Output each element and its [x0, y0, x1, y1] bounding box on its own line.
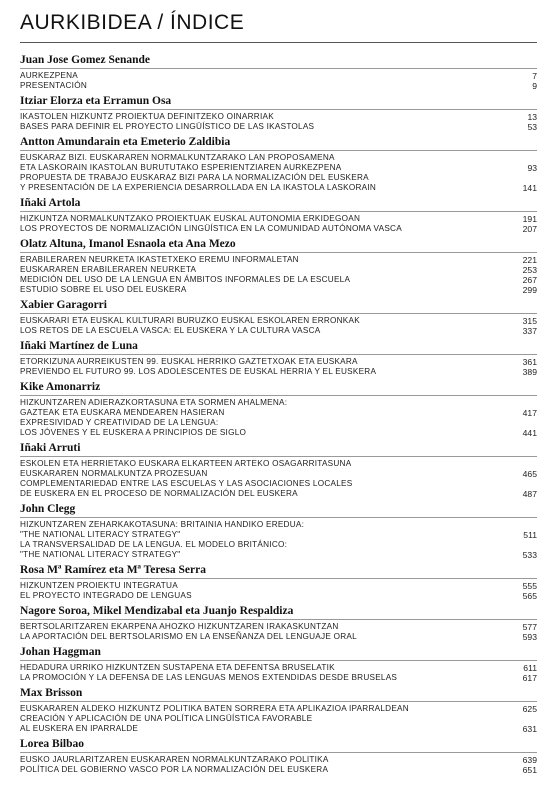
author-name: Antton Amundarain eta Emeterio Zaldibia — [20, 135, 537, 151]
entry-title — [20, 479, 352, 499]
entry-title — [20, 755, 329, 765]
page-number: 389 — [522, 367, 537, 377]
author-name: Olatz Altuna, Imanol Esnaola eta Ana Mezo — [20, 237, 537, 253]
entry-title-line: HIZKUNTZAREN ADIERAZKORTASUNA ETA SORMEN AHALMENA: — [20, 398, 288, 407]
entry-title-line: EL PROYECTO INTEGRADO DE LENGUAS — [20, 591, 192, 600]
page-number: 487 — [522, 489, 537, 499]
entry-title-line: HIZKUNTZA NORMALKUNTZAKO PROIEKTUAK EUSKAL AUTONOMIA ERKIDEGOAN — [20, 214, 361, 223]
entry-title-line: BASES PARA DEFINIR EL PROYECTO LINGÜÍSTICO DE LAS IKASTOLAS — [20, 122, 315, 131]
entry-title-line: DE EUSKERA EN EL PROCESO DE NORMALIZACIÓN DEL EUSKERA — [20, 489, 298, 498]
toc-entry[interactable] — [20, 673, 537, 683]
page-number: 565 — [522, 591, 537, 601]
toc-entry[interactable] — [20, 173, 537, 193]
entry-title-line: LOS PROYECTOS DE NORMALIZACIÓN LINGÜÍSTICA EN LA COMUNIDAD AUTÓNOMA VASCA — [20, 224, 402, 233]
toc-section — [20, 604, 537, 642]
toc-list — [20, 53, 537, 775]
entry-title — [20, 122, 314, 132]
entry-title-line: ESKOLEN ETA HERRIETAKO EUSKARA ELKARTEEN ARTEKO OSAGARRITASUNA — [20, 459, 352, 468]
entry-title — [20, 540, 287, 560]
toc-entry[interactable] — [20, 459, 537, 479]
toc-section — [20, 196, 537, 234]
page-title: AURKIBIDEA / ÍNDICE — [20, 11, 245, 34]
toc-entry[interactable] — [20, 224, 537, 234]
entry-title — [20, 459, 351, 479]
toc-entry[interactable] — [20, 153, 537, 173]
page-number: 93 — [527, 163, 537, 173]
author-name: Xabier Garagorri — [20, 298, 537, 314]
entry-title — [20, 285, 187, 295]
toc-section — [20, 339, 537, 377]
toc-entry[interactable] — [20, 122, 537, 132]
page-number: 639 — [522, 755, 537, 765]
entry-title-line: LOS RETOS DE LA ESCUELA VASCA: EL EUSKERA Y LA CULTURA VASCA — [20, 326, 321, 335]
author-name: John Clegg — [20, 502, 537, 518]
entry-title-line: LA PROMOCIÓN Y LA DEFENSA DE LAS LENGUAS MENOS EXTENDIDAS DESDE BRUSELAS — [20, 673, 398, 682]
entry-title — [20, 622, 339, 632]
entry-title — [20, 71, 78, 81]
entry-title-line: EUSKARARI ETA EUSKAL KULTURARI BURUZKO EUSKAL ESKOLAREN ERRONKAK — [20, 316, 360, 325]
toc-entry[interactable] — [20, 112, 537, 122]
page-number: 13 — [527, 112, 537, 122]
entry-title-line: AL EUSKERA EN IPARRALDE — [20, 724, 139, 733]
entry-title-line: EUSKARAZ BIZI. EUSKARAREN NORMALKUNTZARAKO LAN PROPOSAMENA — [20, 153, 335, 162]
entry-title — [20, 367, 376, 377]
entry-title-line: EUSKARAREN NORMALKUNTZA PROZESUAN — [20, 469, 208, 478]
page-number: 631 — [522, 724, 537, 734]
author-name: Kike Amonarriz — [20, 380, 537, 396]
entry-title — [20, 673, 397, 683]
entry-title-line: "THE NATIONAL LITERACY STRATEGY" — [20, 550, 181, 559]
toc-section — [20, 686, 537, 734]
entry-title — [20, 398, 287, 418]
toc-entry[interactable] — [20, 275, 537, 285]
toc-entry[interactable] — [20, 765, 537, 775]
page-number: 555 — [522, 581, 537, 591]
entry-title — [20, 112, 274, 122]
page-number: 299 — [522, 285, 537, 295]
toc-entry[interactable] — [20, 581, 537, 591]
entry-title-line: PROPUESTA DE TRABAJO EUSKARAZ BIZI PARA LA NORMALIZACIÓN DEL EUSKERA — [20, 173, 369, 182]
entry-title — [20, 520, 304, 540]
page-number: 511 — [523, 530, 537, 540]
entry-title-line: LA APORTACIÓN DEL BERTSOLARISMO EN LA ENSEÑANZA DEL LENGUAJE ORAL — [20, 632, 357, 641]
entry-title — [20, 316, 360, 326]
entry-title-line: ETA LASKORAIN IKASTOLAN BURUTUTAKO ESPERIENTZIAREN AURKEZPENA — [20, 163, 342, 172]
author-name: Iñaki Artola — [20, 196, 537, 212]
toc-entry[interactable] — [20, 663, 537, 673]
page-number: 361 — [522, 357, 537, 367]
toc-section — [20, 380, 537, 438]
toc-section — [20, 737, 537, 775]
toc-entry[interactable] — [20, 418, 537, 438]
toc-section — [20, 563, 537, 601]
entry-title-line: "THE NATIONAL LITERACY STRATEGY" — [20, 530, 181, 539]
toc-section — [20, 502, 537, 560]
author-name: Lorea Bilbao — [20, 737, 537, 753]
page-number: 141 — [522, 183, 537, 193]
entry-title-line: ETORKIZUNA AURREIKUSTEN 99. EUSKAL HERRIKO GAZTETXOAK ETA EUSKARA — [20, 357, 358, 366]
toc-section — [20, 645, 537, 683]
author-name: Iñaki Martínez de Luna — [20, 339, 537, 355]
toc-entry[interactable] — [20, 367, 537, 377]
entry-title — [20, 418, 246, 438]
entry-title-line: EUSKARAREN ERABILERAREN NEURKETA — [20, 265, 197, 274]
entry-title-line: MEDICIÓN DEL USO DE LA LENGUA EN ÁMBITOS INFORMALES DE LA ESCUELA — [20, 275, 351, 284]
toc-entry[interactable] — [20, 316, 537, 326]
entry-title-line: ESTUDIO SOBRE EL USO DEL EUSKERA — [20, 285, 187, 294]
entry-title-line: LOS JÓVENES Y EL EUSKERA A PRINCIPIOS DE SIGLO — [20, 428, 247, 437]
toc-entry[interactable] — [20, 265, 537, 275]
page-number: 617 — [522, 673, 537, 683]
page-number: 651 — [522, 765, 537, 775]
toc-entry[interactable] — [20, 632, 537, 642]
entry-title-line: COMPLEMENTARIEDAD ENTRE LAS ESCUELAS Y LAS ASOCIACIONES LOCALES — [20, 479, 353, 488]
entry-title — [20, 214, 360, 224]
author-name: Rosa Mª Ramírez eta Mª Teresa Serra — [20, 563, 537, 579]
entry-title-line: CREACIÓN Y APLICACIÓN DE UNA POLÍTICA LINGÜÍSTICA FAVORABLE — [20, 714, 313, 723]
page-number: 267 — [522, 275, 537, 285]
entry-title-line: EUSKARAREN ALDEKO HIZKUNTZ POLITIKA BATEN SORRERA ETA APLIKAZIOA IPARRALDEAN — [20, 704, 409, 713]
entry-title-line: EXPRESIVIDAD Y CREATIVIDAD DE LA LENGUA: — [20, 418, 219, 427]
entry-title-line: EUSKO JAURLARITZAREN EUSKARAREN NORMALKUNTZARAKO POLITIKA — [20, 755, 329, 764]
entry-title — [20, 224, 402, 234]
toc-entry[interactable] — [20, 81, 537, 91]
page-number: 53 — [527, 122, 537, 132]
entry-title — [20, 326, 320, 336]
toc-section — [20, 53, 537, 91]
author-name: Iñaki Arruti — [20, 441, 537, 457]
entry-title — [20, 255, 299, 265]
entry-title-line: Y PRESENTACIÓN DE LA EXPERIENCIA DESARROLLADA EN LA IKASTOLA LASKORAIN — [20, 183, 377, 192]
page-number: 593 — [522, 632, 537, 642]
page-number: 9 — [532, 81, 537, 91]
entry-title-line: LA TRANSVERSALIDAD DE LA LENGUA. EL MODELO BRITÁNICO: — [20, 540, 288, 549]
toc-section — [20, 135, 537, 193]
entry-title — [20, 632, 357, 642]
toc-entry[interactable] — [20, 398, 537, 418]
entry-title-line: PREVIENDO EL FUTURO 99. LOS ADOLESCENTES DE EUSKAL HERRIA Y EL EUSKERA — [20, 367, 377, 376]
entry-title-line: HIZKUNTZAREN ZEHARKAKOTASUNA: BRITAINIA HANDIKO EREDUA: — [20, 520, 305, 529]
page-number: 7 — [532, 71, 537, 81]
entry-title-line: ERABILERAREN NEURKETA IKASTETXEKO EREMU INFORMALETAN — [20, 255, 299, 264]
page-number: 611 — [523, 663, 537, 673]
page-number: 221 — [522, 255, 537, 265]
toc-entry[interactable] — [20, 714, 537, 734]
toc-entry[interactable] — [20, 357, 537, 367]
entry-title — [20, 153, 341, 173]
entry-title — [20, 81, 87, 91]
entry-title — [20, 765, 328, 775]
toc-entry[interactable] — [20, 704, 537, 714]
page-number: 417 — [522, 408, 537, 418]
toc-entry[interactable] — [20, 591, 537, 601]
page-number: 207 — [522, 224, 537, 234]
entry-title — [20, 591, 192, 601]
page-number: 625 — [522, 704, 537, 714]
page-number: 465 — [522, 469, 537, 479]
entry-title — [20, 663, 335, 673]
page-number: 577 — [522, 622, 537, 632]
entry-title-line: HIZKUNTZEN PROIEKTU INTEGRATUA — [20, 581, 178, 590]
page-number: 315 — [522, 316, 537, 326]
page-number: 253 — [522, 265, 537, 275]
page-number: 191 — [522, 214, 537, 224]
entry-title — [20, 173, 376, 193]
toc-section — [20, 94, 537, 132]
entry-title-line: HEDADURA URRIKO HIZKUNTZEN SUSTAPENA ETA DEFENTSA BRUSELATIK — [20, 663, 335, 672]
entry-title — [20, 275, 350, 285]
title-rule — [20, 42, 537, 43]
entry-title-line: GAZTEAK ETA EUSKARA MENDEAREN HASIERAN — [20, 408, 225, 417]
author-name: Max Brisson — [20, 686, 537, 702]
toc-entry[interactable] — [20, 255, 537, 265]
page-number: 441 — [522, 428, 537, 438]
entry-title — [20, 357, 358, 367]
toc-entry[interactable] — [20, 326, 537, 336]
entry-title — [20, 581, 178, 591]
entry-title-line: BERTSOLARITZAREN EKARPENA AHOZKO HIZKUNTZAREN IRAKASKUNTZAN — [20, 622, 339, 631]
toc-section — [20, 441, 537, 499]
toc-section — [20, 298, 537, 336]
toc-entry[interactable] — [20, 71, 537, 81]
page-number: 533 — [522, 550, 537, 560]
toc-entry[interactable] — [20, 479, 537, 499]
toc-entry[interactable] — [20, 755, 537, 765]
toc-entry[interactable] — [20, 214, 537, 224]
toc-entry[interactable] — [20, 520, 537, 540]
page-number: 337 — [522, 326, 537, 336]
toc-section — [20, 237, 537, 295]
entry-title — [20, 714, 312, 734]
author-name: Itziar Elorza eta Erramun Osa — [20, 94, 537, 110]
entry-title-line: POLÍTICA DEL GOBIERNO VASCO POR LA NORMALIZACIÓN DEL EUSKERA — [20, 765, 329, 774]
entry-title-line: PRESENTACIÓN — [20, 81, 87, 90]
author-name: Juan Jose Gomez Senande — [20, 53, 537, 69]
entry-title-line: IKASTOLEN HIZKUNTZ PROIEKTUA DEFINITZEKO OINARRIAK — [20, 112, 274, 121]
entry-title-line: AURKEZPENA — [20, 71, 79, 80]
toc-entry[interactable] — [20, 285, 537, 295]
entry-title — [20, 704, 409, 714]
author-name: Nagore Soroa, Mikel Mendizabal eta Juanjo Respaldiza — [20, 604, 537, 620]
toc-entry[interactable] — [20, 622, 537, 632]
entry-title — [20, 265, 196, 275]
author-name: Johan Haggman — [20, 645, 537, 661]
toc-entry[interactable] — [20, 540, 537, 560]
